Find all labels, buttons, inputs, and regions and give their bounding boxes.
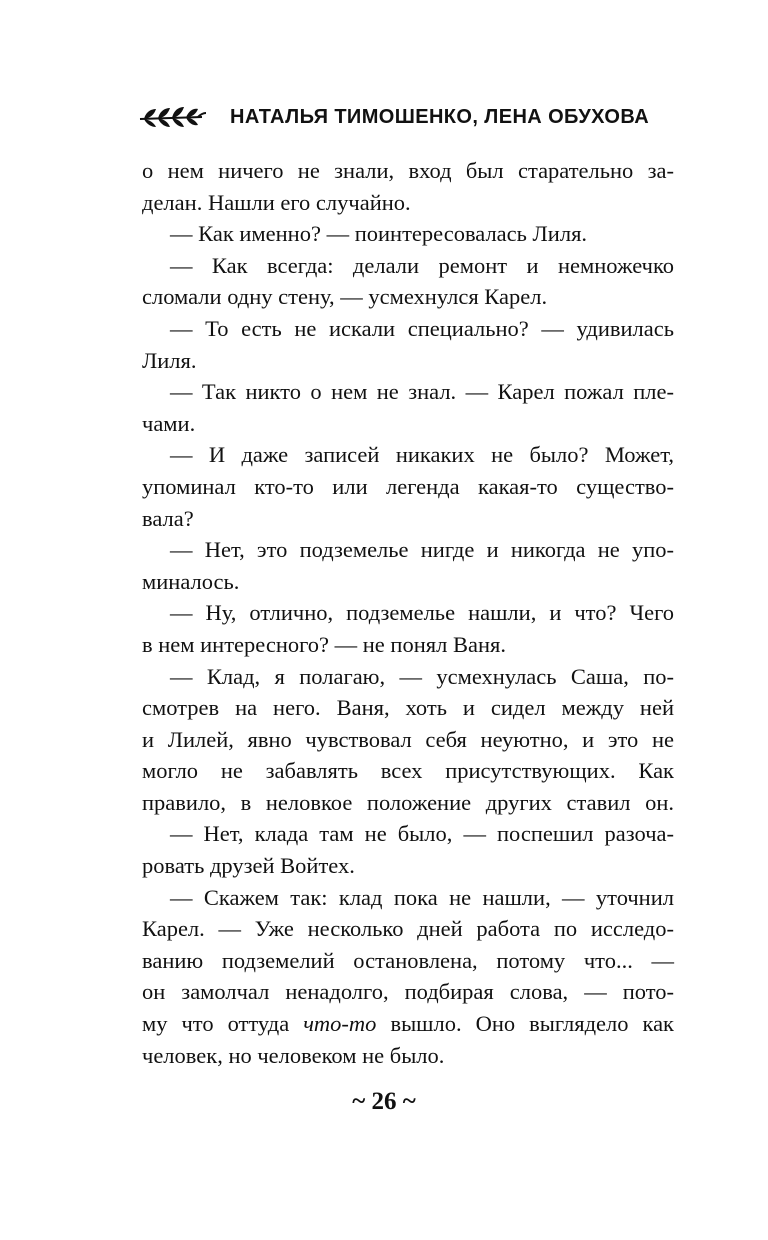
- text-line: — Нет, это подземелье нигде и никогда не упо-: [170, 537, 674, 563]
- text-line: — Ну, отлично, подземелье нашли, и что? Чего: [170, 600, 674, 626]
- text-line: сломали одну стену, — усмехнулся Карел.: [142, 284, 548, 310]
- text-line: человек, но человеком не было.: [142, 1042, 445, 1068]
- text-segment: вышло. Оно выглядело как: [376, 1011, 674, 1037]
- leaf-branch-ornament-icon: [138, 97, 208, 137]
- page-text: [142, 155, 674, 1071]
- text-line: — Как всегда: делали ремонт и немножечко: [170, 252, 674, 278]
- text-line: — И даже записей никаких не было? Может,: [170, 442, 674, 468]
- text-line: правило, в неловкое положение других ставил он.: [142, 789, 674, 815]
- text-line: упоминал кто-то или легенда какая-то существо-: [142, 473, 674, 499]
- text-segment: му что оттуда: [142, 1011, 304, 1037]
- text-line-with-italic: [142, 1008, 674, 1040]
- text-line: — Как именно? — поинтересовалась Лиля.: [170, 221, 588, 247]
- text-line: могло не забавлять всех присутствующих. Как: [142, 758, 674, 784]
- text-line: чами.: [142, 410, 196, 436]
- text-line: — Клад, я полагаю, — усмехнулась Саша, по-: [170, 663, 674, 689]
- text-line: — Скажем так: клад пока не нашли, — уточнил: [170, 884, 674, 910]
- text-line: в нем интересного? — не понял Ваня.: [142, 631, 506, 657]
- page-number: ~ 26 ~: [352, 1088, 416, 1115]
- text-line: смотрев на него. Ваня, хоть и сидел между ней: [142, 695, 674, 721]
- text-line: делан. Нашли его случайно.: [142, 189, 411, 215]
- text-line: вала?: [142, 505, 194, 531]
- running-head-authors: НАТАЛЬЯ ТИМОШЕНКО, ЛЕНА ОБУХОВА: [230, 105, 650, 128]
- text-line: Лиля.: [142, 347, 197, 373]
- text-line: миналось.: [142, 568, 240, 594]
- text-line: ванию подземелий остановлена, потому что... —: [142, 947, 674, 973]
- text-line: и Лилей, явно чувствовал себя неуютно, и это не: [142, 726, 674, 752]
- italic-emphasis: что-то: [303, 1011, 377, 1037]
- text-line: Карел. — Уже несколько дней работа по исследо-: [142, 916, 674, 942]
- text-line: о нем ничего не знали, вход был старательно за-: [142, 158, 674, 183]
- text-line: — Нет, клада там не было, — поспешил разоча-: [170, 821, 674, 847]
- text-line: он замолчал ненадолго, подбирая слова, — пото-: [142, 979, 674, 1005]
- text-line: ровать друзей Войтех.: [142, 853, 355, 879]
- text-line: — Так никто о нем не знал. — Карел пожал пле-: [170, 379, 674, 405]
- running-head: [138, 97, 698, 137]
- text-line: — То есть не искали специально? — удивилась: [170, 315, 674, 341]
